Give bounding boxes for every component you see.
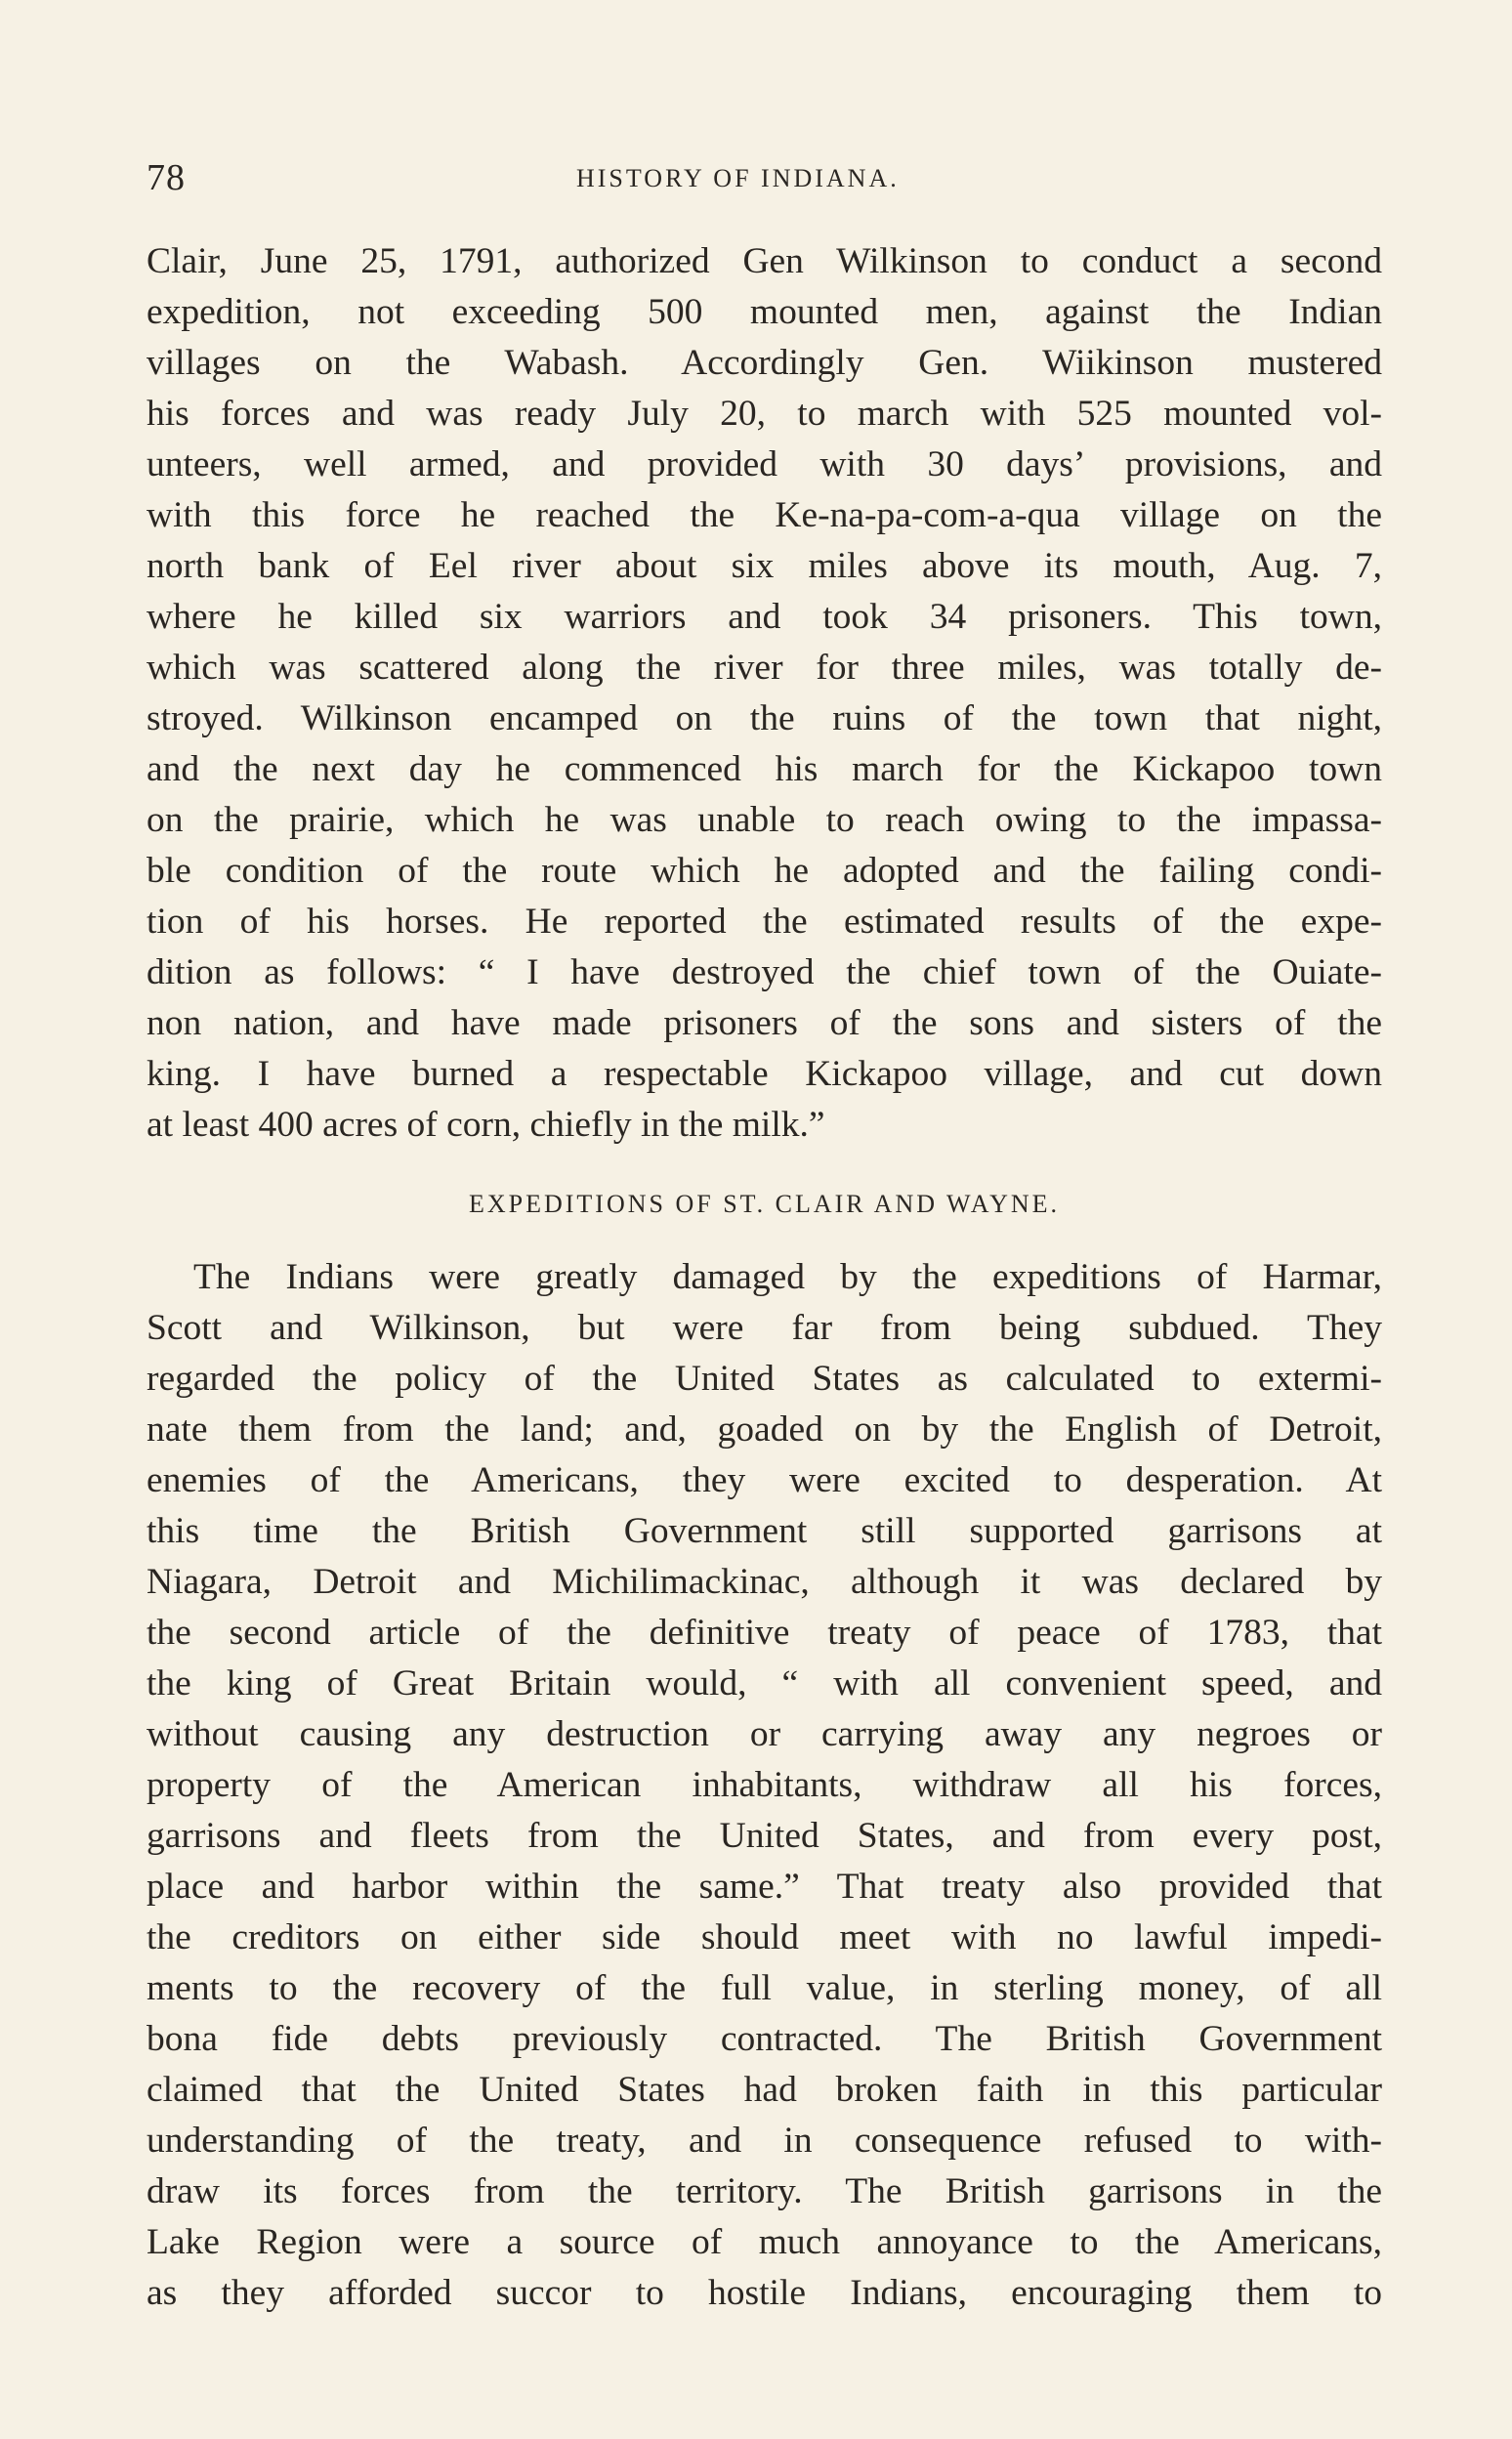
text-line: villages on the Wabash. Accordingly Gen. Wiikinson mustered: [147, 343, 1382, 383]
text-line: stroyed. Wilkinson encamped on the ruins of the town that night,: [147, 698, 1382, 738]
text-line: expedition, not exceeding 500 mounted men, against the Indian: [147, 292, 1382, 332]
text-line: garrisons and fleets from the United States, and from every post,: [147, 1816, 1382, 1856]
text-line: this time the British Government still supported garrisons at: [147, 1511, 1382, 1551]
text-line: the second article of the definitive treaty of peace of 1783, that: [147, 1613, 1382, 1653]
text-line: enemies of the Americans, they were excited to desperation. At: [147, 1460, 1382, 1500]
text-line: tion of his horses. He reported the estimated results of the expe-: [147, 902, 1382, 942]
text-line: at least 400 acres of corn, chiefly in the milk.”: [147, 1105, 825, 1145]
text-line: his forces and was ready July 20, to march with 525 mounted vol-: [147, 394, 1382, 434]
running-title: HISTORY OF INDIANA.: [576, 164, 900, 192]
text-line: Clair, June 25, 1791, authorized Gen Wilkinson to conduct a second: [147, 241, 1382, 281]
text-line: place and harbor within the same.” That treaty also provided that: [147, 1867, 1382, 1907]
text-line: with this force he reached the Ke-na-pa-com-a-qua village on the: [147, 495, 1382, 535]
text-line: dition as follows: “ I have destroyed the chief town of the Ouiate-: [147, 952, 1382, 992]
text-line: and the next day he commenced his march for the Kickapoo town: [147, 749, 1382, 789]
page-number: 78: [147, 157, 186, 198]
paragraph-1: [147, 236, 1382, 1151]
text-line: nate them from the land; and, goaded on by the English of Detroit,: [147, 1409, 1382, 1450]
text-line: ments to the recovery of the full value, in sterling money, of all: [147, 1968, 1382, 2008]
paragraph-2: [147, 1252, 1382, 2319]
text-line: as they afforded succor to hostile Indians, encouraging them to: [147, 2273, 1382, 2313]
text-line: draw its forces from the territory. The British garrisons in the: [147, 2171, 1382, 2211]
text-line: property of the American inhabitants, withdraw all his forces,: [147, 1765, 1382, 1805]
text-line: Lake Region were a source of much annoyance to the Americans,: [147, 2222, 1382, 2262]
text-line: the king of Great Britain would, “ with all convenient speed, and: [147, 1663, 1382, 1703]
text-line: The Indians were greatly damaged by the expeditions of Harmar,: [193, 1257, 1382, 1297]
text-line: king. I have burned a respectable Kickapoo village, and cut down: [147, 1054, 1382, 1094]
text-line: understanding of the treaty, and in consequence refused to with-: [147, 2121, 1382, 2161]
text-line: Niagara, Detroit and Michilimackinac, although it was declared by: [147, 1562, 1382, 1602]
text-line: Scott and Wilkinson, but were far from being subdued. They: [147, 1308, 1382, 1348]
text-line: north bank of Eel river about six miles above its mouth, Aug. 7,: [147, 546, 1382, 586]
text-line: which was scattered along the river for three miles, was totally de-: [147, 648, 1382, 688]
text-line: regarded the policy of the United States as calculated to extermi-: [147, 1359, 1382, 1399]
book-page: [147, 156, 1382, 2319]
text-line: non nation, and have made prisoners of the sons and sisters of the: [147, 1003, 1382, 1043]
text-line: ble condition of the route which he adopted and the failing condi-: [147, 851, 1382, 891]
text-line: claimed that the United States had broken faith in this particular: [147, 2070, 1382, 2110]
text-line: bona fide debts previously contracted. The British Government: [147, 2019, 1382, 2059]
text-line: unteers, well armed, and provided with 30 days’ provisions, and: [147, 444, 1382, 484]
text-line: without causing any destruction or carrying away any negroes or: [147, 1714, 1382, 1754]
text-line: on the prairie, which he was unable to reach owing to the impassa-: [147, 800, 1382, 840]
text-line: the creditors on either side should meet with no lawful impedi-: [147, 1917, 1382, 1957]
page-header: [147, 156, 1382, 211]
text-line: where he killed six warriors and took 34 prisoners. This town,: [147, 597, 1382, 637]
section-heading: EXPEDITIONS OF ST. CLAIR AND WAYNE.: [468, 1190, 1061, 1218]
